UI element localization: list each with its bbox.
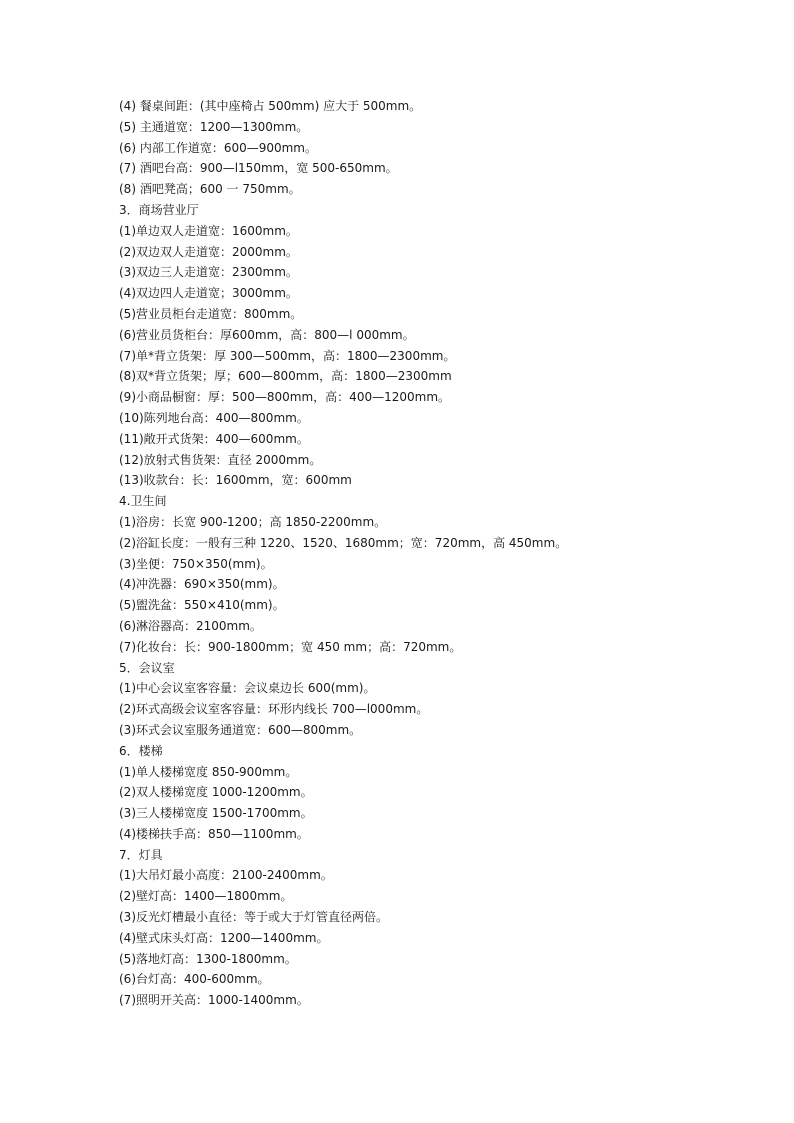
text-line: (6) 内部工作道宽：600—900mm。 — [119, 140, 318, 155]
text-line: (1)单人楼梯宽度 850-900mm。 — [119, 764, 298, 779]
text-line: (7) 酒吧台高：900—l150mm，宽 500-650mm。 — [119, 161, 398, 176]
section-heading: 3．商场营业厅 — [119, 202, 199, 217]
text-line: (3)环式会议室服务通道宽：600—800mm。 — [119, 722, 362, 737]
document-body — [119, 96, 759, 1011]
text-line: (3)反光灯槽最小直径：等于或大于灯管直径两倍。 — [119, 910, 388, 925]
text-line: (13)收款台：长：1600mm，宽：600mm — [119, 473, 352, 488]
text-line: (4)冲洗器：690×350(mm)。 — [119, 577, 285, 592]
text-line: (3)坐便：750×350(mm)。 — [119, 556, 273, 571]
text-line: (1)浴房：长宽 900-1200；高 1850-2200mm。 — [119, 514, 387, 529]
text-line: (2)壁灯高：1400—1800mm。 — [119, 889, 293, 904]
text-line: (1)单边双人走道宽：1600mm。 — [119, 223, 298, 238]
text-line: (3)三人楼梯宽度 1500-1700mm。 — [119, 806, 313, 821]
text-line: (2)双边双人走道宽：2000mm。 — [119, 244, 298, 259]
text-line: (6)淋浴器高：2100mm。 — [119, 618, 262, 633]
text-line: (4) 餐桌间距：(其中座椅占 500mm) 应大于 500mm。 — [119, 99, 422, 113]
text-line: (4)壁式床头灯高：1200—1400mm。 — [119, 930, 329, 945]
text-line: (10)陈列地台高：400—800mm。 — [119, 410, 309, 425]
text-line: (2)环式高级会议室客容量：环形内线长 700—l000mm。 — [119, 702, 429, 717]
text-line: (5)营业员柜台走道宽：800mm。 — [119, 306, 303, 321]
text-line: (11)敞开式货架：400—600mm。 — [119, 431, 309, 446]
text-line: (2)浴缸长度：一般有三种 1220、1520、1680mm；宽：720mm，高 450mm。 — [119, 535, 568, 550]
text-line: (5)盥洗盆：550×410(mm)。 — [119, 598, 285, 613]
text-line: (8) 酒吧凳高；600 一 750mm。 — [119, 182, 301, 197]
text-line: (3)双边三人走道宽：2300mm。 — [119, 265, 298, 280]
text-line: (8)双*背立货架；厚；600—800mm，高：1800—2300mm — [119, 369, 452, 384]
section-heading: 7．灯具 — [119, 847, 163, 862]
text-line: (7)照明开关高：1000-1400mm。 — [119, 993, 309, 1008]
text-line: (1)中心会议室客容量：会议桌边长 600(mm)。 — [119, 681, 376, 696]
text-line: (6)台灯高：400-600mm。 — [119, 972, 270, 987]
section-heading: 5．会议室 — [119, 660, 175, 675]
text-line: (2)双人楼梯宽度 1000-1200mm。 — [119, 785, 313, 800]
text-line: (5)落地灯高：1300-1800mm。 — [119, 951, 297, 966]
text-line: (4)双边四人走道宽；3000mm。 — [119, 286, 298, 301]
text-line: (4)楼梯扶手高：850—1100mm。 — [119, 826, 309, 841]
section-heading: 6．楼梯 — [119, 743, 163, 758]
text-line: (9)小商品橱窗：厚：500—800mm，高：400—1200mm。 — [119, 390, 451, 405]
section-heading: 4.卫生间 — [119, 494, 167, 509]
text-line: (5) 主通道宽：1200—1300mm。 — [119, 119, 309, 134]
text-line: (1)大吊灯最小高度：2100-2400mm。 — [119, 868, 333, 883]
text-line: (7)化妆台：长：900-1800mm；宽 450 mm；高：720mm。 — [119, 639, 462, 654]
text-line: (7)单*背立货架：厚 300—500mm，高：1800—2300mm。 — [119, 348, 456, 363]
text-line: (12)放射式售货架：直径 2000mm。 — [119, 452, 322, 467]
text-line: (6)营业员货柜台：厚600mm，高：800—l 000mm。 — [119, 327, 415, 342]
